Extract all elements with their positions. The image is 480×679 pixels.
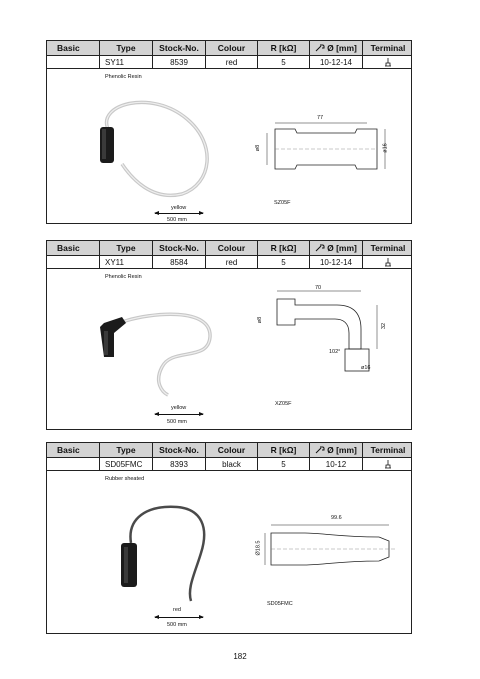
cable-colour-label: red: [173, 607, 181, 613]
cell-type: XY11: [100, 256, 153, 268]
cell-type: SD05FMC: [100, 458, 153, 470]
product-card-xy11: [46, 240, 412, 430]
dimension-d1: Ø18.5: [255, 540, 262, 556]
dimension-height: 32: [381, 322, 388, 330]
cell-basic: [47, 256, 100, 268]
length-arrow: [155, 213, 203, 214]
terminal-icon: [384, 58, 392, 67]
header-resistance: R [kΩ]: [258, 443, 310, 457]
header-resistance: R [kΩ]: [258, 241, 310, 255]
cell-diameter: 10-12-14: [310, 256, 363, 268]
technical-drawing: [255, 119, 385, 179]
cell-stock-no: 8393: [153, 458, 206, 470]
dimension-d2: ø16: [382, 143, 389, 153]
spec-table-header: [47, 41, 411, 56]
dimension-d1: ø8: [255, 144, 262, 152]
header-basic: Basic: [47, 241, 100, 255]
header-resistance: R [kΩ]: [258, 41, 310, 55]
cable-photo: [92, 89, 222, 209]
wrench-icon: [315, 446, 325, 454]
cell-diameter: 10-12-14: [310, 56, 363, 68]
header-diameter: [310, 241, 363, 255]
cell-basic: [47, 458, 100, 470]
length-label: 500 mm: [167, 419, 187, 425]
dimension-d2: ø16: [361, 365, 371, 371]
product-drawing-area: [47, 269, 411, 431]
header-diameter: [310, 443, 363, 457]
cell-diameter: 10-12: [310, 458, 363, 470]
length-label: 500 mm: [167, 622, 187, 628]
length-label: 500 mm: [167, 217, 187, 223]
cable-colour-label: yellow: [171, 205, 187, 211]
header-diameter-label: Ø [mm]: [327, 243, 357, 253]
product-drawing-area: [47, 471, 411, 635]
cell-resistance: 5: [258, 56, 310, 68]
header-terminal: Terminal: [370, 243, 406, 253]
dimension-length: 77: [317, 115, 324, 121]
material-label: Phenolic Resin: [105, 274, 142, 280]
header-terminal: Terminal: [370, 445, 406, 455]
cable-photo: [92, 287, 222, 397]
cell-colour: red: [206, 256, 258, 268]
spec-table-header: [47, 241, 411, 256]
header-type: Type: [100, 41, 153, 55]
material-label: Rubber sheated: [105, 476, 145, 482]
cell-resistance: 5: [258, 458, 310, 470]
cable-colour-label: yellow: [171, 405, 187, 411]
header-diameter: [310, 41, 363, 55]
terminal-icon: [384, 258, 392, 267]
header-basic: Basic: [47, 41, 100, 55]
page-number: 182: [233, 652, 247, 661]
drawing-code: SZ05F: [274, 200, 291, 206]
cell-colour: red: [206, 56, 258, 68]
product-card-sd05fmc: [46, 442, 412, 634]
technical-drawing: [261, 523, 401, 573]
header-diameter-label: Ø [mm]: [327, 43, 357, 53]
length-arrow: [155, 617, 203, 618]
cell-terminal: [363, 458, 413, 470]
cell-type: SY11: [100, 56, 153, 68]
product-card-sy11: [46, 40, 412, 224]
dimension-angle: 102°: [329, 349, 341, 355]
header-terminal: Terminal: [370, 43, 406, 53]
wrench-icon: [315, 44, 325, 52]
spec-table-row: [47, 256, 411, 269]
header-stock-no: Stock-No.: [153, 241, 206, 255]
spec-table-row: [47, 458, 411, 471]
material-label: Phenolic Resin: [105, 74, 142, 80]
header-type: Type: [100, 443, 153, 457]
cell-stock-no: 8539: [153, 56, 206, 68]
drawing-code: XZ05F: [275, 401, 292, 407]
header-stock-no: Stock-No.: [153, 41, 206, 55]
cell-basic: [47, 56, 100, 68]
technical-drawing: [257, 299, 387, 399]
cell-colour: black: [206, 458, 258, 470]
wrench-icon: [315, 244, 325, 252]
drawing-code: SD05FMC: [267, 601, 293, 607]
header-colour: Colour: [206, 443, 258, 457]
spec-table-header: [47, 443, 411, 458]
cell-stock-no: 8584: [153, 256, 206, 268]
header-colour: Colour: [206, 241, 258, 255]
product-drawing-area: [47, 69, 411, 225]
length-arrow: [155, 414, 203, 415]
terminal-icon: [384, 460, 392, 469]
header-stock-no: Stock-No.: [153, 443, 206, 457]
dimension-length: 99.6: [331, 515, 342, 521]
cable-photo: [117, 493, 227, 603]
header-diameter-label: Ø [mm]: [327, 445, 357, 455]
header-basic: Basic: [47, 443, 100, 457]
cell-terminal: [363, 256, 413, 268]
spec-table-row: [47, 56, 411, 69]
dimension-d1: ø8: [257, 316, 264, 324]
dimension-length: 70: [315, 285, 322, 291]
cell-resistance: 5: [258, 256, 310, 268]
header-type: Type: [100, 241, 153, 255]
header-colour: Colour: [206, 41, 258, 55]
cell-terminal: [363, 56, 413, 68]
